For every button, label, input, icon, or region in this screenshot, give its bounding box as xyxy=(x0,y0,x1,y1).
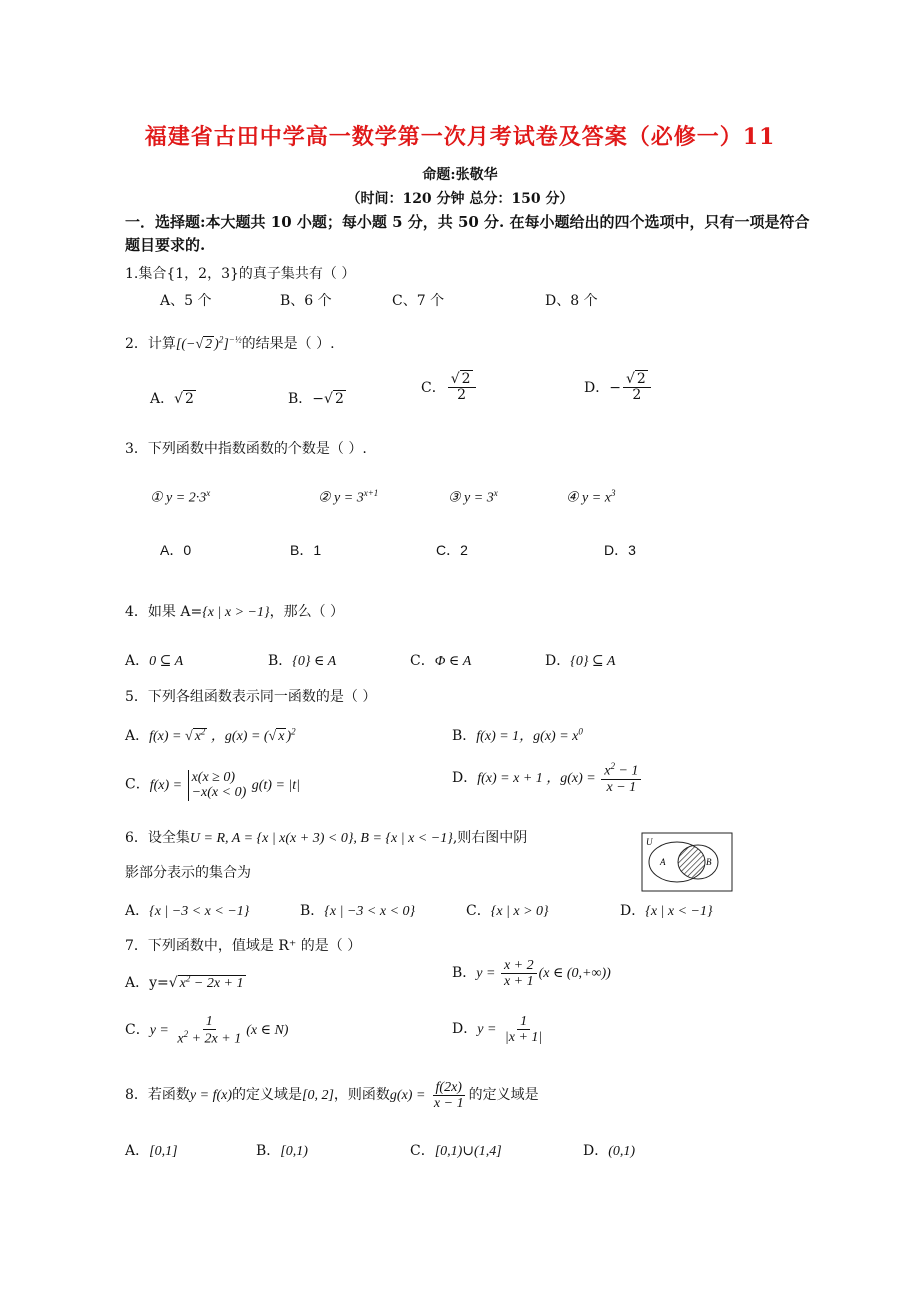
q3-option-a: A．0 xyxy=(160,542,192,558)
q2-option-b: B．−√ 2 xyxy=(288,391,344,407)
question-3: 3．下列函数中指数函数的个数是（ ）. xyxy=(125,441,367,457)
question-7: 7．下列函数中，值域是 R⁺ 的是（ ） xyxy=(125,938,362,954)
q6-option-a: A．{x | −3 < x < −1} xyxy=(125,903,250,919)
time-info: （时间：120 分钟 总分：150 分） xyxy=(346,191,574,207)
q4-option-c: C．Φ ∈ A xyxy=(410,653,472,669)
venn-label-u: U xyxy=(646,837,653,847)
venn-diagram xyxy=(641,832,733,892)
q2-option-d: D．− $\frac{√ 2}{2}$ xyxy=(584,372,653,404)
q6-option-d: D．{x | x < −1} xyxy=(620,903,713,919)
q8-option-b: B．[0,1) xyxy=(256,1143,308,1159)
q4-option-d: D．{0} ⊆ A xyxy=(545,653,616,669)
question-1: 1.集合{1，2，3}的真子集共有（ ） xyxy=(125,266,356,282)
question-2: 2．计算[(−√ 2 )$^2$]$^{-\frac{1}{2}}$的结果是（ ）. xyxy=(125,334,335,352)
q3-func-4: ④ $y = x^3$ xyxy=(566,488,616,506)
question-4: 4．如果 A={x | x > −1}，那么（ ） xyxy=(125,604,345,620)
q7-option-d: D．y = $\frac{1}{|x + 1|}$ xyxy=(452,1014,543,1046)
q1-option-a: A、5 个 xyxy=(160,293,212,309)
q3-option-b: B．1 xyxy=(290,542,322,558)
document-title: 福建省古田中学高一数学第一次月考试卷及答案（必修一）11 xyxy=(144,124,776,150)
author-line: 命题:张敬华 xyxy=(422,167,498,183)
q1-option-c: C、7 个 xyxy=(392,293,445,309)
q8-option-d: D．(0,1) xyxy=(583,1143,636,1159)
q3-func-1: ① $y = 2\cdot 3^x$ xyxy=(150,488,211,506)
q8-option-a: A．[0,1] xyxy=(125,1143,178,1159)
q4-option-a: A．0 ⊆ A xyxy=(125,653,184,669)
q5-option-c: C．f(x) = x(x ≥ 0) −x(x < 0) g(t) = |t| xyxy=(125,770,300,801)
q3-func-2: ② $y = 3^{x+1}$ xyxy=(318,488,379,506)
venn-label-a: A xyxy=(660,857,666,867)
question-6: 6．设全集U = R, A = {x | x(x + 3) < 0}, B = {x | x < −1},则右图中阴 xyxy=(125,830,528,846)
question-5: 5．下列各组函数表示同一函数的是（ ） xyxy=(125,689,377,705)
q5-option-b: B．f(x) = 1，$g(x) = x^0$ xyxy=(452,726,583,744)
q5-option-a: A．f(x) = √ $x^2$ ，g(x) = (√ x )$^2$ xyxy=(125,726,296,744)
question-6-line2: 影部分表示的集合为 xyxy=(125,865,251,881)
q2-option-a: A．√ 2 xyxy=(150,391,194,407)
q2-option-c: C． $\frac{√ 2}{2}$ xyxy=(421,372,478,404)
q3-option-c: C．2 xyxy=(436,542,468,558)
q4-option-b: B．{0} ∈ A xyxy=(268,653,337,669)
q8-option-c: C．[0,1)∪(1,4] xyxy=(410,1143,502,1159)
venn-label-b: B xyxy=(706,857,712,867)
q1-option-d: D、8 个 xyxy=(545,293,598,309)
q3-option-d: D．3 xyxy=(604,542,636,558)
q6-option-c: C．{x | x > 0} xyxy=(466,903,549,919)
q7-option-c: C．y = $\frac{1}{x^2 + 2x + 1}$ (x ∈ N) xyxy=(125,1014,289,1048)
q1-option-b: B、6 个 xyxy=(280,293,332,309)
q6-option-b: B．{x | −3 < x < 0} xyxy=(300,903,416,919)
q7-option-b: B．y = $\frac{x + 2}{x + 1}$ (x ∈ (0,+∞)) xyxy=(452,958,611,990)
section-heading: 一．选择题:本大题共 10 小题；每小题 5 分，共 50 分. 在每小题给出的四个选项中，只有一项是符合题目要求的. xyxy=(125,213,810,254)
question-8: 8．若函数y = f(x)的定义域是[0, 2]，则函数g(x) = $\frac{f(2x)}{x - 1}$ 的定义域是 xyxy=(125,1080,539,1112)
q7-option-a: A．y=√ $x^2 - 2x + 1$ xyxy=(125,973,244,991)
q3-func-3: ③ $y = 3^x$ xyxy=(448,488,498,506)
q5-option-d: D．f(x) = x + 1 ，g(x) = $\frac{x^2 - 1}{x - 1}$ xyxy=(452,762,643,795)
